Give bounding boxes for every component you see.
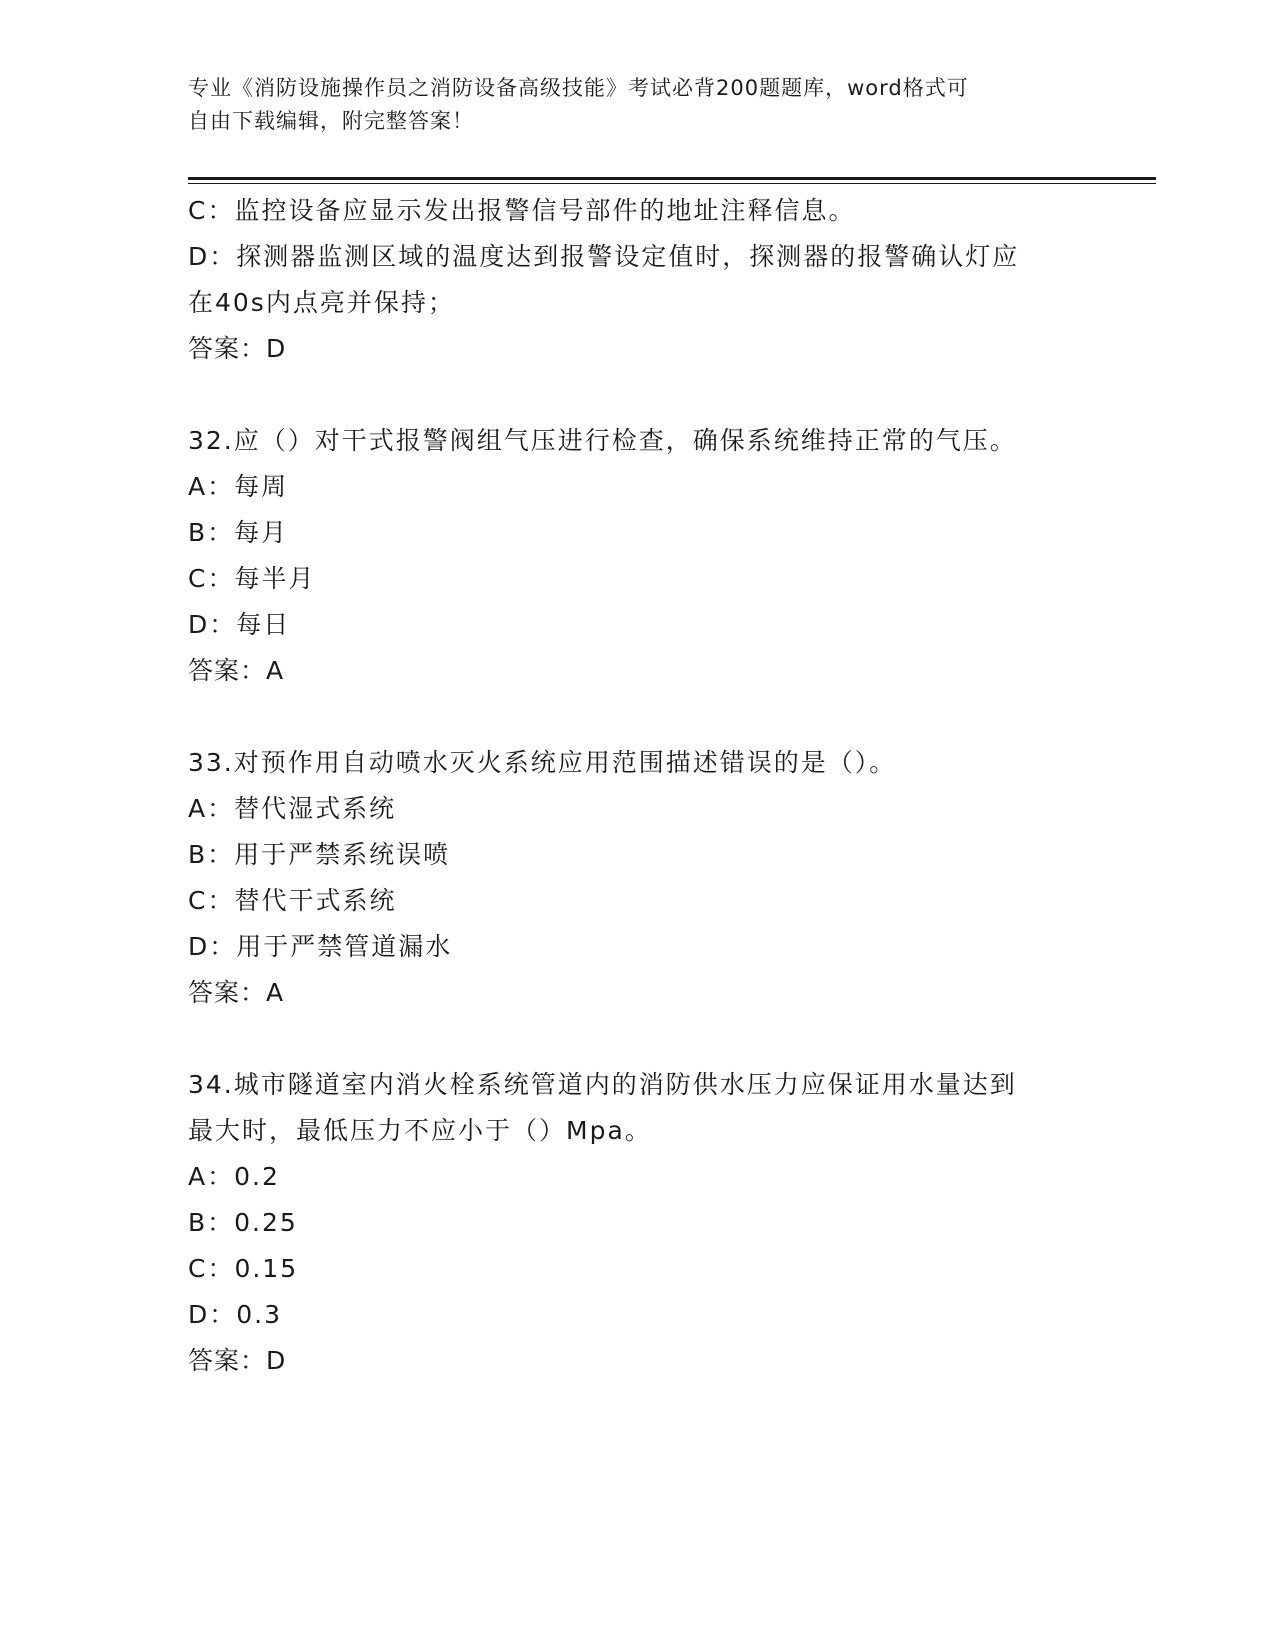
header-divider-thick	[188, 177, 1156, 180]
answer: 答案：D	[188, 1346, 287, 1375]
question-stem: 32.应（）对干式报警阀组气压进行检查，确保系统维持正常的气压。	[188, 426, 1017, 455]
spacer	[188, 1016, 1088, 1062]
spacer	[188, 372, 1088, 418]
question-33	[188, 740, 1088, 1016]
option-b: B：用于严禁系统误喷	[188, 840, 451, 869]
option-d: D：0.3	[188, 1300, 283, 1329]
option-d: D：每日	[188, 610, 291, 639]
spacer	[188, 694, 1088, 740]
header-divider-thin	[188, 183, 1156, 184]
question-32	[188, 418, 1088, 694]
header-line-2: 自由下载编辑，附完整答案！	[188, 109, 474, 133]
prev-option-d-line-2: 在40s内点亮并保持；	[188, 288, 455, 317]
option-a: A：每周	[188, 472, 289, 501]
option-c: C：每半月	[188, 564, 316, 593]
option-a: A：0.2	[188, 1162, 280, 1191]
prev-answer: 答案：D	[188, 334, 287, 363]
question-stem-line-2: 最大时，最低压力不应小于（）Mpa。	[188, 1116, 652, 1145]
question-stem: 33.对预作用自动喷水灭火系统应用范围描述错误的是（）。	[188, 748, 897, 777]
answer: 答案：A	[188, 656, 285, 685]
option-c: C：替代干式系统	[188, 886, 397, 915]
prev-option-c: C：监控设备应显示发出报警信号部件的地址注释信息。	[188, 196, 856, 225]
header-line-1: 专业《消防设施操作员之消防设备高级技能》考试必背200题题库，word格式可	[188, 76, 969, 100]
answer: 答案：A	[188, 978, 285, 1007]
option-a: A：替代湿式系统	[188, 794, 397, 823]
question-stem-line-1: 34.城市隧道室内消火栓系统管道内的消防供水压力应保证用水量达到	[188, 1070, 1017, 1099]
document-header	[188, 72, 1088, 138]
option-d: D：用于严禁管道漏水	[188, 932, 453, 961]
question-34	[188, 1062, 1088, 1384]
option-c: C：0.15	[188, 1254, 299, 1283]
option-b: B：每月	[188, 518, 289, 547]
question-content	[188, 188, 1088, 1384]
option-b: B：0.25	[188, 1208, 298, 1237]
prev-option-d-line-1: D：探测器监测区域的温度达到报警设定值时，探测器的报警确认灯应	[188, 242, 1020, 271]
